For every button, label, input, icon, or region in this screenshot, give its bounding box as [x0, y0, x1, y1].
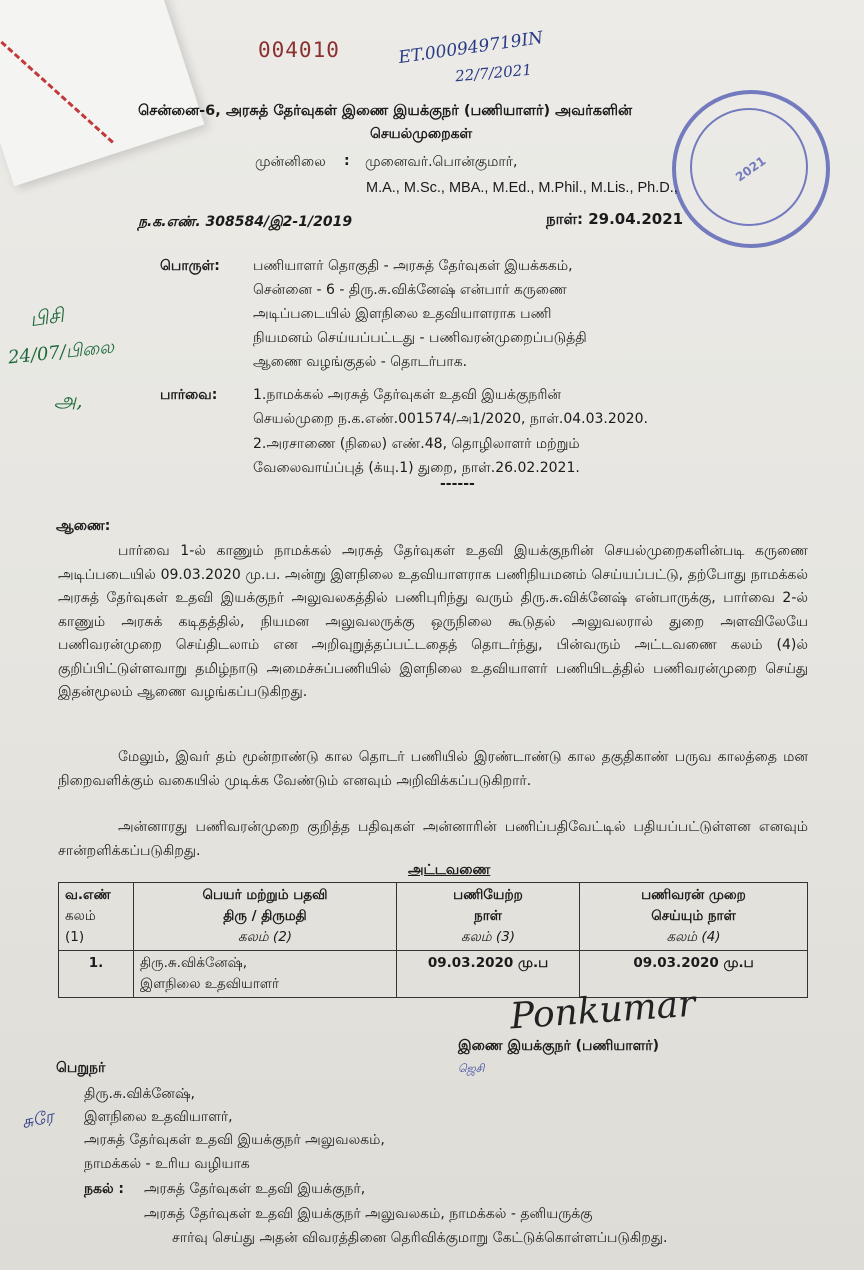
reference-line: வேலைவாய்ப்புத் (க்யு.1) துறை, நாள்.26.02.2021.	[253, 460, 580, 476]
header-line-1: சென்னை-6, அரசுத் தேர்வுகள் இணை இயக்குநர் (பணியாளர்) அவர்களின்	[138, 103, 633, 119]
margin-initial: பிசி	[28, 302, 66, 332]
header-line-2: செயல்முறைகள்	[370, 126, 473, 142]
subject-line: சென்னை - 6 - திரு.சு.விக்னேஷ் என்பார் கருணை	[253, 282, 567, 298]
order-paragraph-2: மேலும், இவர் தம் மூன்றாண்டு கால தொடர் பணியில் இரண்டாண்டு கால தகுதிகாண் பருவ காலத்தை மன நிறைவளிக்கும் வகையில் முடிக்க வேண்டும் எனவும் அறிவிக்கப்படுகிறார்.	[58, 749, 808, 789]
margin-initial: அ,	[54, 388, 83, 412]
recipient-line: அரசுத் தேர்வுகள் உதவி இயக்குநர் அலுவலகம்,	[84, 1132, 385, 1148]
table-header-row: வ.எண் கலம் (1) பெயர் மற்றும் பதவி திரு / திருமதி கலம் (2) பணியேற்ற நாள் கலம் (3) பணிவரன் முறை செய்யும் நாள் கலம் (4)	[59, 883, 808, 951]
copy-label: நகல் :	[84, 1181, 125, 1197]
subject-line: ஆணை வழங்குதல் - தொடர்பாக.	[253, 354, 468, 370]
recipient-line: நாமக்கல் - உரிய வழியாக	[84, 1156, 250, 1172]
order-paragraph-3: அன்னாரது பணிவரன்முறை குறித்த பதிவுகள் அன்னாரின் பணிப்பதிவேட்டில் பதியப்பட்டுள்ளன எனவும் சான்றளிக்கப்படுகிறது.	[58, 819, 808, 859]
separator-rule: ------	[440, 476, 475, 492]
margin-date: 24/07/பிலை	[7, 336, 116, 369]
officer-degrees: M.A., M.Sc., MBA., M.Ed., M.Phil., M.Lis., Ph.D.,	[366, 180, 678, 196]
office-seal: 2021	[672, 90, 830, 248]
recipient-initial: சுரே	[20, 1106, 56, 1134]
table-cell-post: இளநிலை உதவியாளர்	[140, 976, 280, 992]
serial-number: 004010	[258, 38, 340, 62]
recipient-line: திரு.சு.விக்னேஷ்,	[84, 1086, 195, 1102]
table-cell-sno: 1.	[59, 951, 134, 998]
subject-line: அடிப்படையில் இளநிலை உதவியாளராக பணி	[253, 306, 552, 322]
document-page: 004010 ET.000949719IN 22/7/2021 2021 சென்னை-6, அரசுத் தேர்வுகள் இணை இயக்குநர் (பணியாளர்) அவர்களின் செயல்முறைகள் முன்னிலை : முனைவர்.பொன்குமார், M.A., M.Sc., MBA., M.Ed., M.Phil., M.Lis., Ph.D., ந.க.எண். 308584/இ2-1/2019 நாள்: 29.04.2021 பொருள்: பணியாளர் தொகுதி - அரசுத் தேர்வுகள் இயக்ககம், சென்னை - 6 - திரு.சு.விக்னேஷ் என்பார் கருணை அடிப்படையில் இளநிலை உதவியாளராக பணி நியமனம் செய்யப்பட்டது - பணிவரன்முறைப்படுத்தி ஆணை வழங்குதல் - தொடர்பாக. பிசி 24/07/பிலை அ, பார்வை: 1.நாமக்கல் அரசுத் தேர்வுகள் உதவி இயக்குநரின் செயல்முறை ந.க.எண்.001574/அ1/2020, நாள்.04.03.2020. 2.அரசாணை (நிலை) எண்.48, தொழிலாளர் மற்றும் வேலைவாய்ப்புத் (க்யு.1) துறை, நாள்.26.02.2021. ------ ஆணை: பார்வை 1-ல் காணும் நாமக்கல் அரசுத் தேர்வுகள் உதவி இயக்குநரின் செயல்முறைகளின்படி கருணை அடிப்படையில் 09.03.2020 மு.ப. அன்று இளநிலை உதவியாளராக பணிநியமனம் செய்யப்பட்டு, தற்போது நாமக்கல் அரசுத் தேர்வுகள் உதவி இயக்குநர் அலுவலகத்தில் பணிபுரிந்து வரும் திரு.சு.விக்னேஷ் என்பாருக்கு, பார்வை 2-ல் காணும் அரசுக் கடிதத்தில், நியமன அலுவலருக்கு ஒருநிலை கூடுதல் அலுவலரால் துறை அளவிலேயே பணிவரன்முறை செய்திடலாம் என அறிவுறுத்தப்பட்டதைத் தொடர்ந்து, பின்வரும் அட்டவணை கலம் (4)ல் குறிப்பிட்டுள்ளவாறு தமிழ்நாடு அமைச்சுப்பணியில் இளநிலை உதவியாளர் பணியிடத்தில் பணிவரன்முறை செய்து இதன்மூலம் ஆணை வழங்கப்படுகிறது. மேலும், இவர் தம் மூன்றாண்டு கால தொடர் பணியில் இரண்டாண்டு கால தகுதிகாண் பருவ காலத்தை மன நிறைவளிக்கும் வகையில் முடிக்க வேண்டும் எனவும் அறிவிக்கப்படுகிறார். அன்னாரது பணிவரன்முறை குறித்த பதிவுகள் அன்னாரின் பணிப்பதிவேட்டில் பதியப்பட்டுள்ளன எனவும் சான்றளிக்கப்படுகிறது. அட்டவணை வ.எண் கலம் (1) பெயர் மற்றும் பதவி திரு / திருமதி கலம் (2) பணியேற்ற நாள் கலம் (3) பணிவரன் முறை செய்யும் நாள் கலம் (4) 1. திரு.சு.விக்னேஷ், இளநிலை உதவியாளர் 09.03.2020 மு.ப 09.03.2020 மு.ப Ponkumar இணை இயக்குநர் (பணியாளர்) ஜெசி பெறுநர் திரு.சு.விக்னேஷ், இளநிலை உதவியாளர், அரசுத் தேர்வுகள் உதவி இயக்குநர் அலுவலகம், நாமக்கல் - உரிய வழியாக சுரே நகல் : அரசுத் தேர்வுகள் உதவி இயக்குநர், அரசுத் தேர்வுகள் உதவி இயக்குநர் அலுவலகம், நாமக்கல் - தனியருக்கு சார்வு செய்து அதன் விவரத்தினை தெரிவிக்குமாறு கேட்டுக்கொள்ளப்படுகிறது.	[0, 0, 864, 1270]
signature-scrawl: Ponkumar	[508, 983, 697, 1038]
postal-tracking-note: ET.000949719IN	[397, 27, 545, 69]
copy-line: அரசுத் தேர்வுகள் உதவி இயக்குநர் அலுவலகம், நாமக்கல் - தனியருக்கு	[144, 1206, 593, 1222]
reference-number: ந.க.எண். 308584/இ2-1/2019	[138, 214, 353, 230]
recipient-line: இளநிலை உதவியாளர்,	[84, 1109, 233, 1125]
presided-label: முன்னிலை	[255, 154, 326, 170]
stamp-initial: ஜெசி	[458, 1062, 485, 1075]
copy-line: சார்வு செய்து அதன் விவரத்தினை தெரிவிக்குமாறு கேட்டுக்கொள்ளப்படுகிறது.	[172, 1230, 668, 1246]
table-row	[59, 951, 808, 998]
reference-line: செயல்முறை ந.க.எண்.001574/அ1/2020, நாள்.04.03.2020.	[253, 411, 648, 427]
order-paragraph-1: பார்வை 1-ல் காணும் நாமக்கல் அரசுத் தேர்வுகள் உதவி இயக்குநரின் செயல்முறைகளின்படி கருணை அடிப்படையில் 09.03.2020 மு.ப. அன்று இளநிலை உதவியாளராக பணிநியமனம் செய்யப்பட்டு, தற்போது நாமக்கல் அரசுத் தேர்வுகள் உதவி இயக்குநர் அலுவலகத்தில் பணிபுரிந்து வரும் திரு.சு.விக்னேஷ் என்பாருக்கு, பார்வை 2-ல் காணும் அரசுக் கடிதத்தில், நியமன அலுவலருக்கு ஒருநிலை கூடுதல் அலுவலரால் துறை அளவிலேயே பணிவரன்முறை செய்திடலாம் என அறிவுறுத்தப்பட்டதைத் தொடர்ந்து, பின்வரும் அட்டவணை கலம் (4)ல் குறிப்பிட்டுள்ளவாறு தமிழ்நாடு அமைச்சுப்பணியில் இளநிலை உதவியாளர் பணியிடத்தில் பணிவரன்முறை செய்து இதன்மூலம் ஆணை வழங்கப்படுகிறது.	[58, 543, 808, 700]
subject-label: பொருள்:	[160, 258, 220, 274]
order-date: நாள்: 29.04.2021	[546, 210, 684, 228]
schedule-table	[58, 882, 808, 998]
handwritten-date: 22/7/2021	[454, 60, 533, 86]
presided-value: முனைவர்.பொன்குமார்,	[365, 154, 518, 170]
recipient-label: பெறுநர்	[56, 1060, 106, 1076]
table-cell-name: திரு.சு.விக்னேஷ்,	[140, 955, 248, 971]
stapled-sheet	[0, 0, 204, 186]
table-cell-regularised: 09.03.2020 மு.ப	[580, 951, 808, 998]
subject-line: பணியாளர் தொகுதி - அரசுத் தேர்வுகள் இயக்ககம்,	[253, 258, 573, 274]
reference-line: 2.அரசாணை (நிலை) எண்.48, தொழிலாளர் மற்றும்	[253, 436, 580, 452]
references-label: பார்வை:	[160, 387, 218, 403]
signatory-title: இணை இயக்குநர் (பணியாளர்)	[458, 1038, 659, 1054]
table-cell-joined: 09.03.2020 மு.ப	[397, 951, 580, 998]
subject-line: நியமனம் செய்யப்பட்டது - பணிவரன்முறைப்படுத்தி	[253, 330, 587, 346]
copy-line: அரசுத் தேர்வுகள் உதவி இயக்குநர்,	[144, 1181, 366, 1197]
order-heading: ஆணை:	[56, 518, 111, 534]
reference-line: 1.நாமக்கல் அரசுத் தேர்வுகள் உதவி இயக்குநரின்	[253, 387, 561, 403]
table-title: அட்டவணை	[408, 862, 491, 878]
